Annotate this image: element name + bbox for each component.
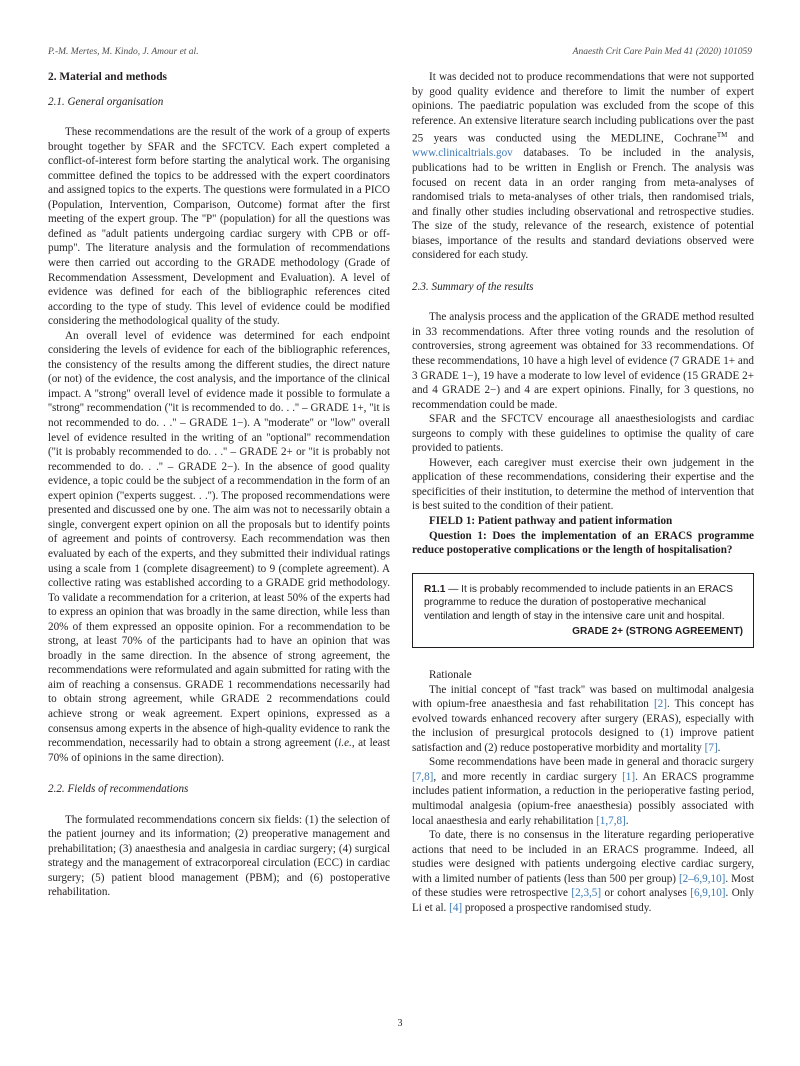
- field-1-heading: FIELD 1: Patient pathway and patient information: [429, 515, 673, 528]
- recommendation-grade: GRADE 2+ (STRONG AGREEMENT): [572, 626, 743, 638]
- paragraph-level-of-evidence: An overall level of evidence was determined for each endpoint considering the levels of evidence for each of the bibliographic references, the consistency of the results among the different studies, the direct nature (or not) of the evidence, the cost analysis, and the importance of the clinical impact. A ''strong'' overall level of evidence made it possible to formulate a ''strong'' recommendation (''it is recommended to do. . .'' – GRADE 1+, ''it is not recommended to do. . .'' – GRADE 1−). A ''moderate'' or ''low'' overall level of evidence resulted in the writing of an ''optional'' recommendation (''it is probably recommended to do. . .'' – GRADE 2+ or ''it is probably not recommended to do. . .'' – GRADE 2−). In the absence of good quality evidence, a topic could be the subject of a recommendation in the form of an expert opinion (''experts suggest. . .''). The proposed recommendations were presented and discussed one by one. The aim was not to necessarily obtain a single, convergent expert opinion on all the proposals but to identify points of agreement and points of controversy. Each recommendation was then evaluated by each of the experts, and they submitted their individual ratings using a scale from 1 (complete disagreement) to 9 (complete agreement). A collective rating was established according to a GRADE grid methodology. To validate a recommendation for a criterion, at least 50% of the experts had to express an opinion that was broadly in the same direction, while less than 20% of them expressed an opposite opinion. For a recommendation to be strong, at least 70% of the participants had to have an opinion that was broadly in the same direction. In the absence of strong agreement, the recommendations were reformulated and again submitted for rating with the aim of reaching a consensus. GRADE 1 recommendations necessarily had to obtain strong agreement, while GRADE 2 recommendations could achieve strong or weak agreement. Expert opinions, expressed as a consensus among experts in the absence of high-quality evidence to rank the recommendation, necessarily had to obtain a strong agreement (i.e., at least 70% of opinions in the same direction).: [48, 329, 390, 764]
- ref-link[interactable]: [7,8]: [412, 770, 434, 783]
- clinicaltrials-link[interactable]: www.clinicaltrials.gov: [412, 147, 513, 160]
- ref-link[interactable]: [7]: [704, 741, 718, 754]
- ref-link[interactable]: [2]: [653, 698, 667, 711]
- ref-link[interactable]: [4]: [449, 901, 463, 914]
- paragraph-judgement: However, each caregiver must exercise their own judgement in the application of these recommendations, considering their expertise and the specificities of their institution, to determine the method of intervention that is best suited to the condition of their patient.: [412, 456, 754, 513]
- section-title-methods: 2. Material and methods: [48, 71, 167, 83]
- running-head: [48, 47, 752, 57]
- running-head-authors: P.-M. Mertes, M. Kindo, J. Amour et al.: [48, 47, 199, 57]
- subsection-fields: 2.2. Fields of recommendations: [48, 783, 189, 796]
- ref-link[interactable]: [1,7,8]: [596, 814, 626, 827]
- page-number: 3: [397, 1018, 403, 1029]
- recommendation-id: R1.1: [424, 583, 446, 595]
- paragraph-organisation: These recommendations are the result of the work of a group of experts brought together by SFAR and the SFCTCV. Each expert completed a conflict-of-interest form before starting the analytical work. The organising committee defined the topics to be addressed with the expert coordinators and assigned topics to the experts. The questions were formulated in a PICO (Population, Intervention, Comparison, Outcome) format after the first meeting of the expert group. The ''P'' (population) for all the questions was defined as ''adult patients undergoing cardiac surgery with CPB or off-pump''. The literature analysis and the formulation of recommendations were then carried out according to the GRADE methodology (Grade of Recommendation Assessment, Development and Evaluation). A level of evidence was defined for each of the bibliographic references cited according to the type of study. This level of evidence could be modified considering the methodological quality of the study.: [48, 126, 390, 328]
- running-head-journal: Anaesth Crit Care Pain Med 41 (2020) 101059: [572, 47, 752, 57]
- paragraph-fast-track: The initial concept of ''fast track'' was based on multimodal analgesia with opium-free anaesthesia and fast rehabilitation [2]. This concept has evolved towards enhanced recovery after surgery (ERAS), especially with the inclusion of presurgical protocols designed to (1) improve patient satisfaction and (2) reduce postoperative morbidity and mortality [7].: [412, 683, 754, 754]
- ref-link[interactable]: [2,3,5]: [571, 887, 602, 900]
- paragraph-literature-search: It was decided not to produce recommendations that were not supported by good quality evidence and therefore to limit the number of expert opinions. The paediatric population was excluded from the scope of this reference. An extensive literature search including publications over the past 25 years was conducted using the MEDLINE, Cochrane™ and www.clinicaltrials.gov databases. To be included in the analysis, publications had to be written in English or French. The analysis was focused on recent data in an order ranging from meta-analyses of randomised trials to meta-analyses of other trials, then randomised trials, and finally other studies including observational and retrospective studies. The size of the study, relevance of the research, existence of potential biases, importance of the results and standard deviations observed were considered for each study.: [412, 71, 754, 262]
- ref-link[interactable]: [6,9,10]: [690, 887, 726, 900]
- recommendation-box: [412, 573, 754, 648]
- ref-link[interactable]: [2–6,9,10]: [678, 872, 726, 885]
- paragraph-encourage: SFAR and the SFCTCV encourage all anaesthesiologists and cardiac surgeons to comply with these guidelines to optimise the quality of care provided to patients.: [412, 413, 754, 455]
- paragraph-no-consensus: To date, there is no consensus in the literature regarding perioperative actions that need to be included in an ERACS programme. Indeed, all studies were designed with patients undergoing elective cardiac surgery, with a limited number of patients (less than 500 per group) [2–6,9,10]. Most of these studies were retrospective [2,3,5] or cohort analyses [6,9,10]. Only Li et al. [4] proposed a prospective randomised study.: [412, 829, 754, 914]
- paragraph-eracs-programme: Some recommendations have been made in general and thoracic surgery [7,8], and more recently in cardiac surgery [1]. An ERACS programme includes patient information, a reduction in the perioperative fasting period, multimodal analgesia (opium-free anaesthesia) possibly associated with local anaesthesia and early rehabilitation [1,7,8].: [412, 756, 754, 827]
- subsection-general-organisation: 2.1. General organisation: [48, 95, 164, 108]
- left-column: [48, 70, 390, 900]
- right-column: [412, 70, 754, 915]
- paragraph-summary: The analysis process and the application of the GRADE method resulted in 33 recommendations. After three voting rounds and the resolution of controversies, strong agreement was obtained for 33 recommendations. Of these recommendations, 10 have a high level of evidence (7 GRADE 1+ and 3 GRADE 1−), 19 have a moderate to low level of evidence (15 GRADE 2+ and 4 GRADE 2−) and 4 are expert opinions. Finally, for 3 questions, no recommendation could be made.: [412, 311, 754, 411]
- recommendation-text: R1.1 — It is probably recommended to include patients in an ERACS programme to reduce the duration of postoperative mechanical ventilation and length of stay in the intensive care unit and hospital.: [424, 583, 733, 622]
- paragraph-fields: The formulated recommendations concern six fields: (1) the selection of the patient journey and its information; (2) preoperative management and prehabilitation; (3) anaesthesia and analgesia in cardiac surgery; (4) surgical strategy and the management of extracorporeal circulation (ECC) in cardiac surgery; (5) patient blood management (PBM); and (6) postoperative rehabilitation.: [48, 813, 390, 899]
- ref-link[interactable]: [1]: [622, 770, 636, 783]
- subsection-summary: 2.3. Summary of the results: [412, 280, 534, 293]
- question-1: Question 1: Does the implementation of an ERACS programme reduce postoperative complications or the length of hospitalisation?: [412, 529, 754, 557]
- rationale-label: Rationale: [429, 669, 472, 682]
